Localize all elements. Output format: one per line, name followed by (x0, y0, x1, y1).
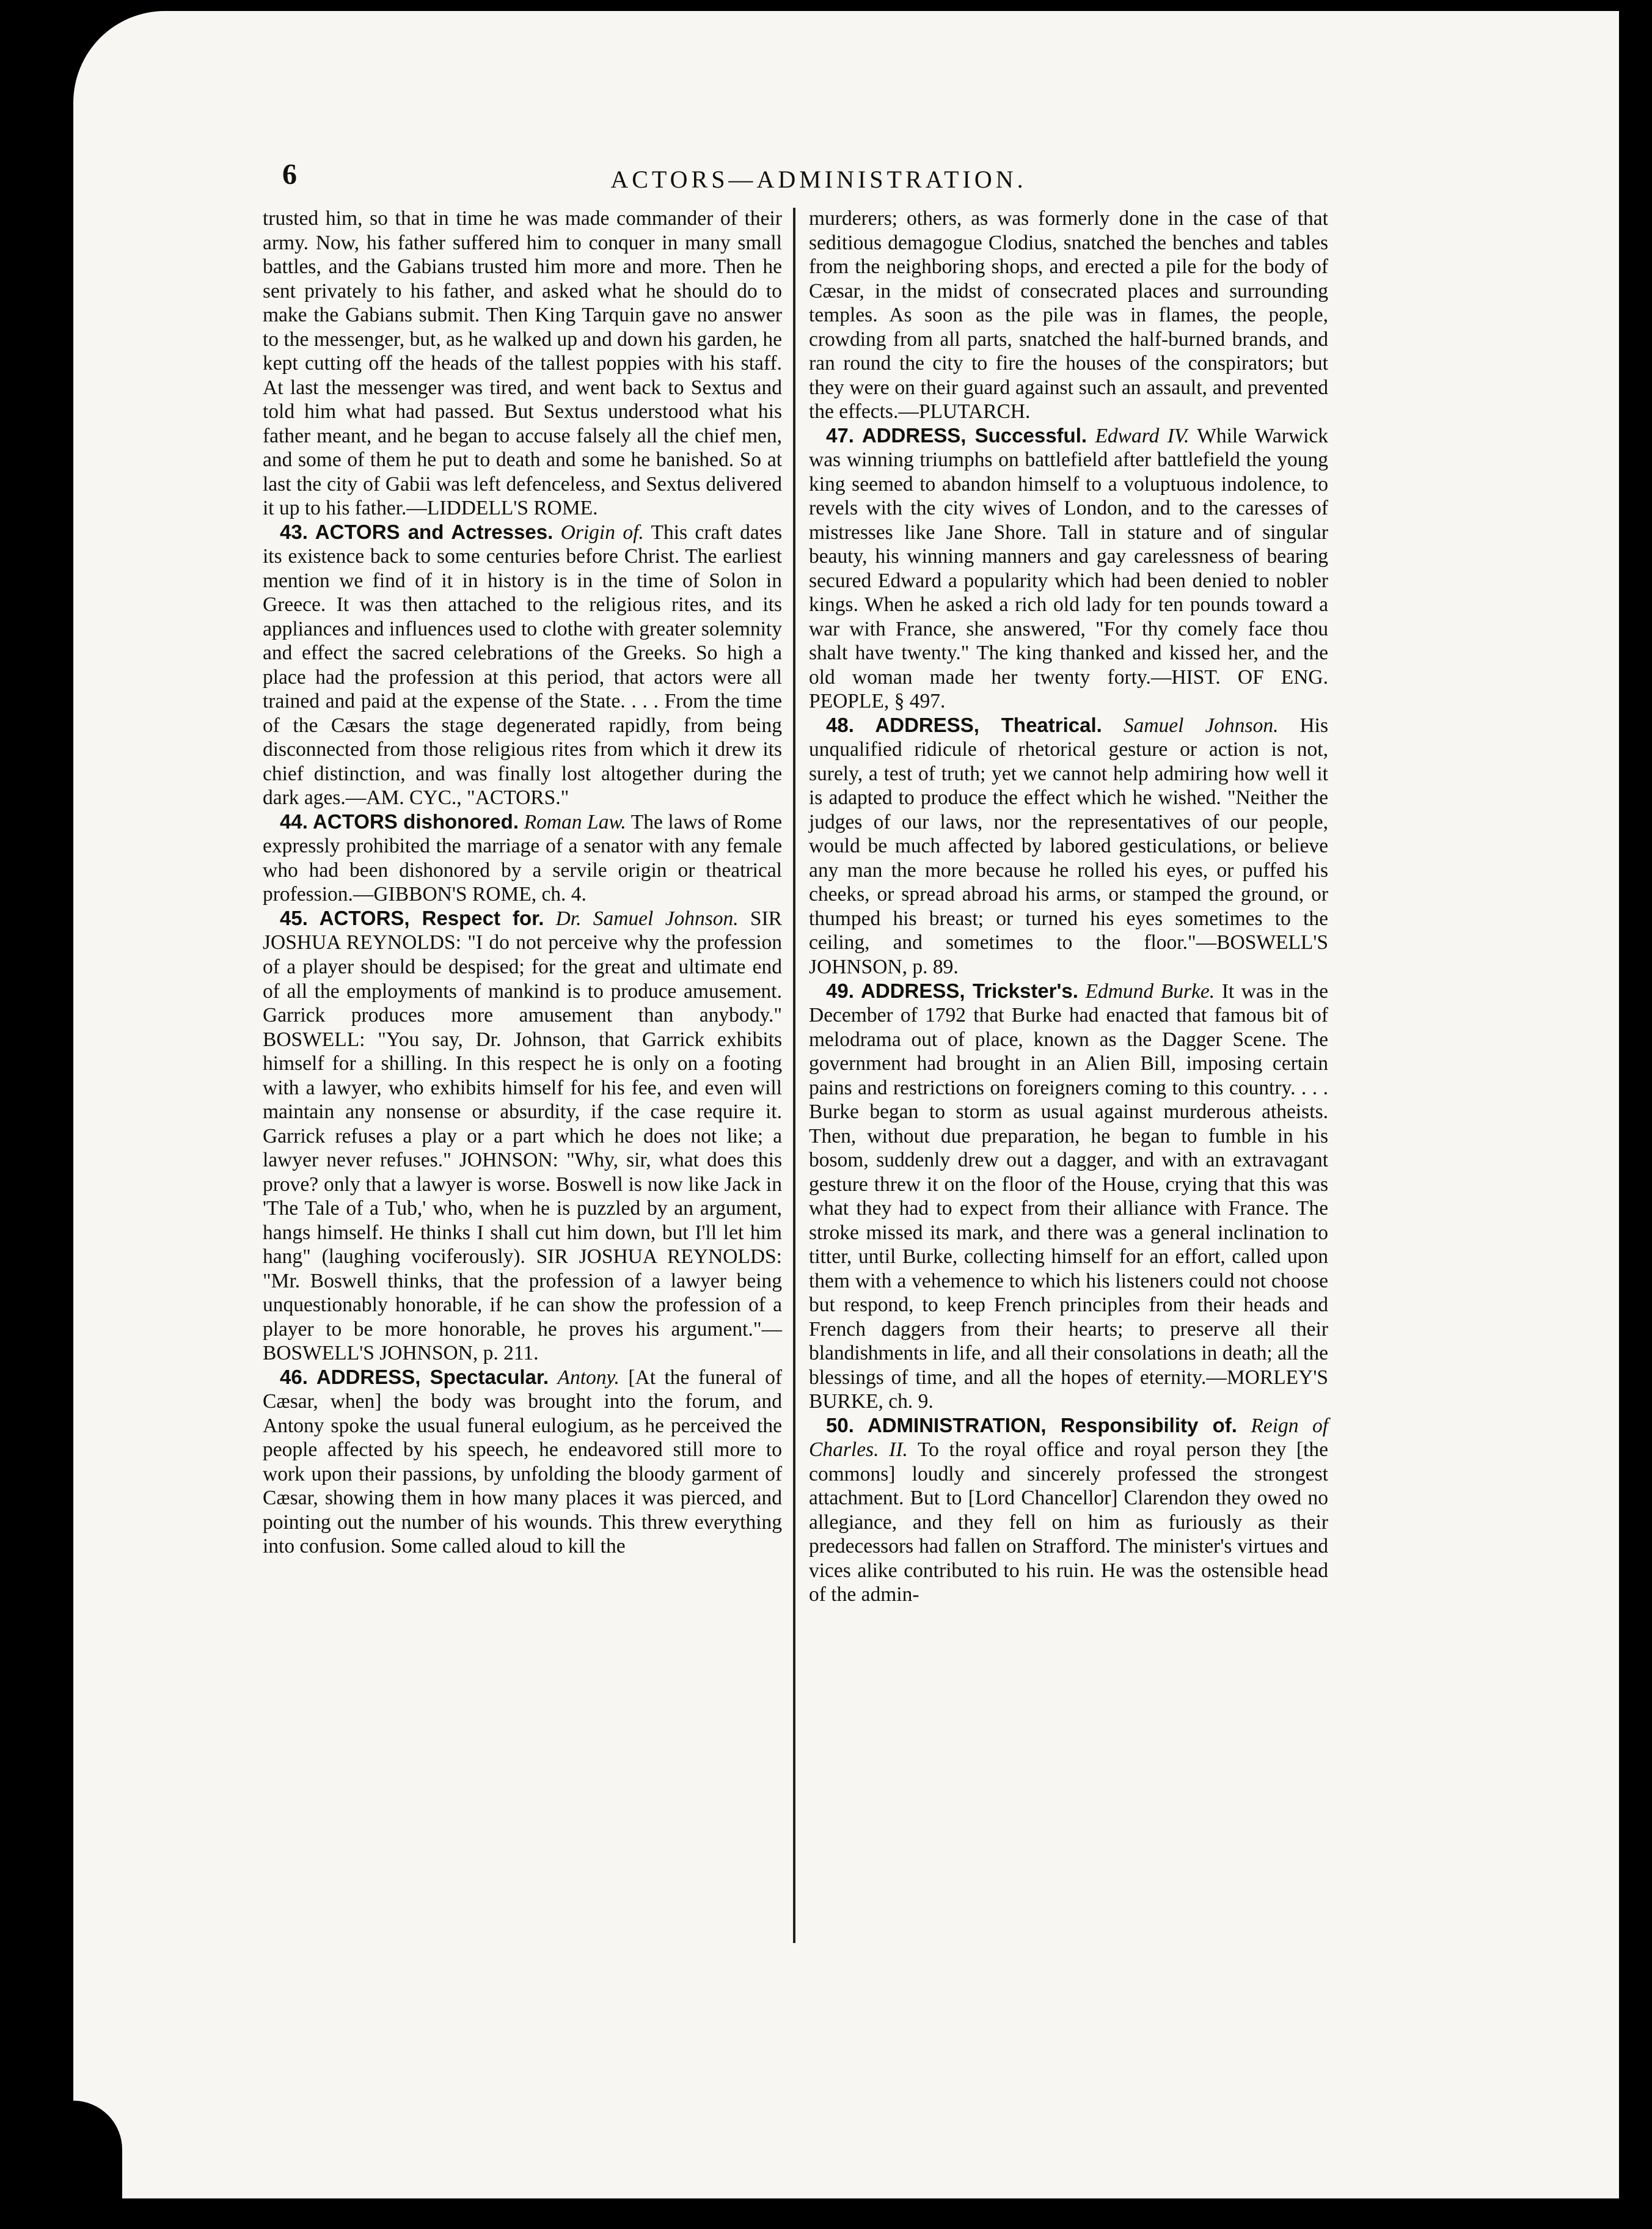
entry-body: While Warwick was winning triumphs on battlefield after battlefield the young king seemed to abandon himself to a voluptuous indolence, to revels with the city wives of London, and to the caresses of mistresses like Jane Shore. Tall in stature and of singular beauty, his winning manners and gay carelessness of bearing secured Edward a popularity which had been denied to nobler kings. When he asked a rich old lady for ten pounds toward a war with France, she answered, "For thy comely face thou shalt have twenty." The king thanked and kissed her, and the old woman made her twenty forty.—HIST. OF ENG. PEOPLE, § 497. (809, 424, 1329, 713)
entry-body: [At the funeral of Cæsar, when] the body was brought into the forum, and Antony spoke the usual funeral eulogium, as he perceived the people affected by his speech, he endeavored still more to work upon their passions, by unfolding the bloody garment of Cæsar, showing them in how many places it was pierced, and pointing out the number of his wounds. This threw everything into confusion. Some called aloud to kill the (263, 1366, 783, 1558)
entry-heading: 49. ADDRESS, Trickster's. (826, 979, 1078, 1002)
entry-48 (809, 714, 1328, 979)
page-number: 6 (282, 158, 297, 191)
entry-45 (263, 907, 782, 1366)
entry-heading: 48. ADDRESS, Theatrical. (826, 713, 1102, 736)
entry-heading: 44. ACTORS dishonored. (280, 810, 519, 833)
entry-heading: 50. ADMINISTRATION, Responsibility of. (826, 1413, 1237, 1437)
entry-49 (809, 979, 1328, 1414)
entry-44 (263, 810, 782, 907)
entry-heading: 47. ADDRESS, Successful. (826, 423, 1087, 447)
continuation-text: trusted him, so that in time he was made commander of their army. Now, his father suffered him to conquer in many small battles, and the Gabians trusted him more and more. Then he sent privately to his father, and asked what he should do to make the Gabians submit. Then King Tarquin gave no answer to the messenger, but, as he walked up and down his garden, he kept cutting off the heads of the tallest poppies with his staff. At last the messenger was tired, and went back to Sextus and told him what had passed. But Sextus understood what his father meant, and he began to accuse falsely all the chief men, and some of them he put to death and some he banished. So at last the city of Gabii was left defenceless, and Sextus delivered it up to his father.—LIDDELL'S ROME. (263, 207, 782, 520)
entry-body: SIR JOSHUA REYNOLDS: "I do not perceive why the profession of a player should be despised; for the great and ultimate end of all the employments of mankind is to produce amusement. Garrick produces more amusement than anybody." BOSWELL: "You say, Dr. Johnson, that Garrick exhibits himself for a shilling. In this respect he is only on a footing with a lawyer, who exhibits himself for his fee, and even will maintain any nonsense or absurdity, if the case require it. Garrick refuses a play or a part which he does not like; a lawyer never refuses." JOHNSON: "Why, sir, what does this prove? only that a lawyer is worse. Boswell is now like Jack in 'The Tale of a Tub,' who, when he is puzzled by an argument, hangs himself. He thinks I shall cut him down, but I'll let him hang" (laughing vociferously). SIR JOSHUA REYNOLDS: "Mr. Boswell thinks, that the profession of a lawyer being unquestionably honorable, if he can show the profession of a player to be more honorable, he proves his argument."—BOSWELL'S JOHNSON, p. 211. (263, 907, 782, 1365)
entry-47 (809, 424, 1328, 714)
column-divider (793, 208, 795, 1943)
entry-50 (809, 1414, 1328, 1607)
entry-subject: Roman Law. (524, 810, 626, 833)
left-column (263, 207, 782, 1559)
entry-subject: Dr. Samuel Johnson. (555, 907, 739, 930)
entry-heading: 43. ACTORS and Actresses. (280, 520, 554, 543)
entry-subject: Origin of. (560, 521, 644, 544)
entry-heading: 45. ACTORS, Respect for. (280, 906, 544, 929)
running-title: ACTORS—ADMINISTRATION. (610, 166, 1027, 193)
entry-body: To the royal office and royal person they [the commons] loudly and sincerely professed the strongest attachment. But to [Lord Chancellor] Clarendon they owed no allegiance, and they fell on him as furiously as their predecessors had fallen on Strafford. The minister's virtues and vices alike contributed to his ruin. He was the ostensible head of the admin- (809, 1438, 1328, 1606)
right-column (809, 207, 1328, 1607)
entry-46 (263, 1366, 782, 1559)
entry-subject: Reign of Charles. II. (809, 1414, 1328, 1462)
entry-body: His unqualified ridicule of rhetorical gesture or action is not, surely, a test of truth; yet we cannot help admiring how well it is adapted to produce the effect which he wished. "Neither the judges of our laws, nor the representatives of our people, would be much affected by labored gesticulations, or believe any man the more because he rolled his eyes, or puffed his cheeks, or spread abroad his arms, or stamped the ground, or thumped his breast; or turned his eyes sometimes to the ceiling, and sometimes to the floor."—BOSWELL'S JOHNSON, p. 89. (809, 714, 1329, 978)
entry-body: This craft dates its existence back to some centuries before Christ. The earliest mention we find of it in history is in the time of Solon in Greece. It was then attached to the religious rites, and its appliances and influences used to clothe with greater solemnity and effect the sacred celebrations of the Greeks. So high a place had the profession at this period, that actors were all trained and paid at the expense of the State. . . . From the time of the Cæsars the stage degenerated rapidly, from being disconnected from those religious rites from which it drew its chief distinction, and was finally lost altogether during the dark ages.—AM. CYC., "ACTORS." (263, 521, 782, 810)
continuation-text: murderers; others, as was formerly done in the case of that seditious demagogue Clodius, snatched the benches and tables from the neighboring shops, and erected a pile for the body of Cæsar, in the midst of consecrated places and surrounding temples. As soon as the pile was in flames, the people, crowding from all parts, snatched the half-burned brands, and ran round the city to fire the houses of the conspirators; but they were on their guard against such an assault, and prevented the effects.—PLUTARCH. (809, 207, 1328, 423)
entry-body: The laws of Rome expressly prohibited the marriage of a senator with any female who had been dishonored by a servile origin or theatrical profession.—GIBBON'S ROME, ch. 4. (263, 810, 782, 906)
entry-subject: Antony. (557, 1366, 620, 1389)
entry-body: It was in the December of 1792 that Burke had enacted that famous bit of melodrama out of place, known as the Dagger Scene. The government had brought in an Alien Bill, imposing certain pains and restrictions on foreigners coming to this country. . . . Burke began to storm as usual against murderous atheists. Then, without due preparation, he began to fumble in his bosom, suddenly drew out a dagger, and with an extravagant gesture threw it on the floor of the House, crying that this was what they had to expect from their alliance with France. The stroke missed its mark, and there was a general inclination to titter, until Burke, collecting himself for an effort, called upon them with a vehemence to which his listeners could not choose but respond, to keep French principles from their heads and French daggers from their hearts; to preserve all their blandishments in life, and all their consolations in death; all the blessings of time, and all the hopes of eternity.—MORLEY'S BURKE, ch. 9. (809, 979, 1329, 1413)
entry-subject: Edmund Burke. (1085, 979, 1215, 1003)
entry-subject: Samuel Johnson. (1123, 714, 1279, 737)
entry-subject: Edward IV. (1095, 424, 1190, 447)
entry-43 (263, 521, 782, 810)
entry-heading: 46. ADDRESS, Spectacular. (280, 1365, 549, 1388)
